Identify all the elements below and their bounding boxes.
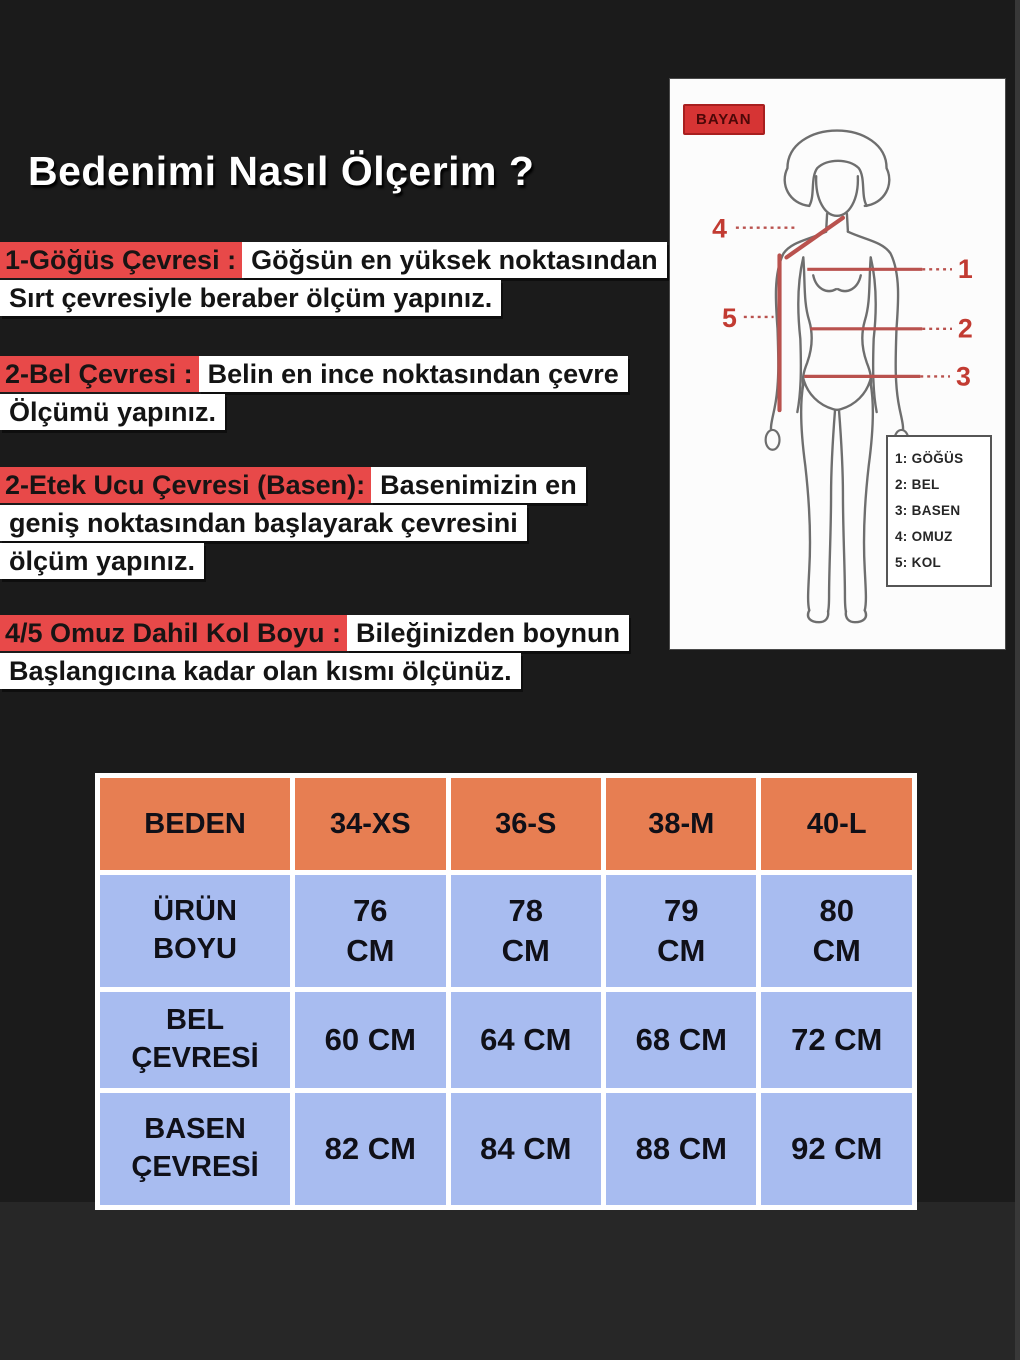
instruction-text: Göğsün en yüksek noktasından: [242, 242, 667, 278]
figure-marker-5: 5: [722, 302, 737, 333]
row-label-urun-boyu: [100, 875, 290, 987]
col-header-38m: 38-M: [606, 778, 756, 870]
figure-marker-4: 4: [712, 213, 727, 244]
cell-value-line: CM: [501, 933, 550, 968]
instruction-text: geniş noktasından başlayarak çevresini: [0, 505, 527, 541]
cell-basen-38m: 88 CM: [606, 1093, 756, 1205]
table-row-bel-cevresi: [100, 992, 912, 1088]
row-label-line: ÇEVRESİ: [131, 1151, 259, 1183]
instruction-etek-ucu-basen: [0, 467, 586, 581]
instruction-line: [0, 615, 629, 653]
cell-urun-38m: [606, 875, 756, 987]
instruction-line: [0, 653, 629, 691]
instruction-label: 4/5 Omuz Dahil Kol Boyu :: [0, 615, 347, 651]
legend-item: 3: BASEN: [895, 503, 961, 519]
cell-basen-34xs: 82 CM: [295, 1093, 445, 1205]
cell-urun-36s: [451, 875, 601, 987]
cell-value-line: CM: [657, 933, 706, 968]
legend-item: 2: BEL: [895, 477, 940, 493]
instruction-line: [0, 505, 586, 543]
instruction-text: Bileğinizden boynun: [347, 615, 629, 651]
cell-urun-40l: [761, 875, 912, 987]
instruction-text: Ölçümü yapınız.: [0, 394, 225, 430]
col-header-beden: BEDEN: [100, 778, 290, 870]
gender-tag: BAYAN: [683, 104, 765, 135]
figure-marker-3: 3: [955, 361, 971, 392]
row-label-line: BOYU: [153, 933, 237, 965]
row-label-line: BEL: [166, 1004, 225, 1037]
instruction-label: 2-Etek Ucu Çevresi (Basen):: [0, 467, 371, 503]
lower-background-band: [0, 1202, 1020, 1360]
instruction-text: Belin en ince noktasından çevre: [199, 356, 628, 392]
legend-item: 5: KOL: [895, 555, 942, 571]
size-table: [95, 773, 917, 1210]
page-title: Bedenimi Nasıl Ölçerim ?: [28, 148, 535, 194]
table-row-basen-cevresi: [100, 1093, 912, 1205]
cell-value-line: CM: [346, 933, 395, 968]
table-header-row: [100, 778, 912, 870]
cell-basen-40l: 92 CM: [761, 1093, 912, 1205]
shoulder-measure-line: [786, 218, 843, 258]
col-header-40l: 40-L: [761, 778, 912, 870]
row-label-line: ÇEVRESİ: [131, 1042, 259, 1074]
figure-marker-2: 2: [957, 313, 973, 344]
legend-item: 4: OMUZ: [895, 529, 953, 545]
instruction-label: 1-Göğüs Çevresi :: [0, 242, 242, 278]
col-header-36s: 36-S: [451, 778, 601, 870]
instruction-text: Başlangıcına kadar olan kısmı ölçünüz.: [0, 653, 521, 689]
instruction-label: 2-Bel Çevresi :: [0, 356, 199, 392]
instruction-line: [0, 356, 628, 394]
cell-value-line: 76: [353, 892, 388, 928]
right-edge-strip: [1015, 0, 1020, 1360]
instruction-line: [0, 280, 667, 318]
table-row-urun-boyu: [100, 875, 912, 987]
cell-urun-34xs: [295, 875, 445, 987]
col-header-34xs: 34-XS: [295, 778, 445, 870]
cell-basen-36s: 84 CM: [451, 1093, 601, 1205]
measurement-diagram: [669, 78, 1006, 650]
instruction-line: [0, 467, 586, 505]
figure-marker-1: 1: [957, 254, 973, 285]
instruction-text: ölçüm yapınız.: [0, 543, 204, 579]
instruction-text: Sırt çevresiyle beraber ölçüm yapınız.: [0, 280, 501, 316]
figure-legend: [886, 435, 992, 587]
row-label-line: ÜRÜN: [153, 895, 237, 928]
instruction-line: [0, 242, 667, 280]
row-label-bel-cevresi: [100, 992, 290, 1088]
cell-value-line: 80: [819, 892, 854, 928]
instruction-gogus-cevresi: [0, 242, 667, 318]
legend-item: 1: GÖĞÜS: [895, 451, 964, 467]
instruction-omuz-kol-boyu: [0, 615, 629, 691]
cell-bel-36s: 64 CM: [451, 992, 601, 1088]
instruction-line: [0, 543, 586, 581]
row-label-line: BASEN: [144, 1113, 246, 1146]
cell-bel-40l: 72 CM: [761, 992, 912, 1088]
cell-bel-34xs: 60 CM: [295, 992, 445, 1088]
cell-value-line: 79: [664, 892, 699, 928]
instruction-text: Basenimizin en: [371, 467, 586, 503]
row-label-basen-cevresi: [100, 1093, 290, 1205]
cell-bel-38m: 68 CM: [606, 992, 756, 1088]
instruction-line: [0, 394, 628, 432]
instruction-bel-cevresi: [0, 356, 628, 432]
cell-value-line: CM: [812, 933, 861, 968]
cell-value-line: 78: [508, 892, 544, 928]
